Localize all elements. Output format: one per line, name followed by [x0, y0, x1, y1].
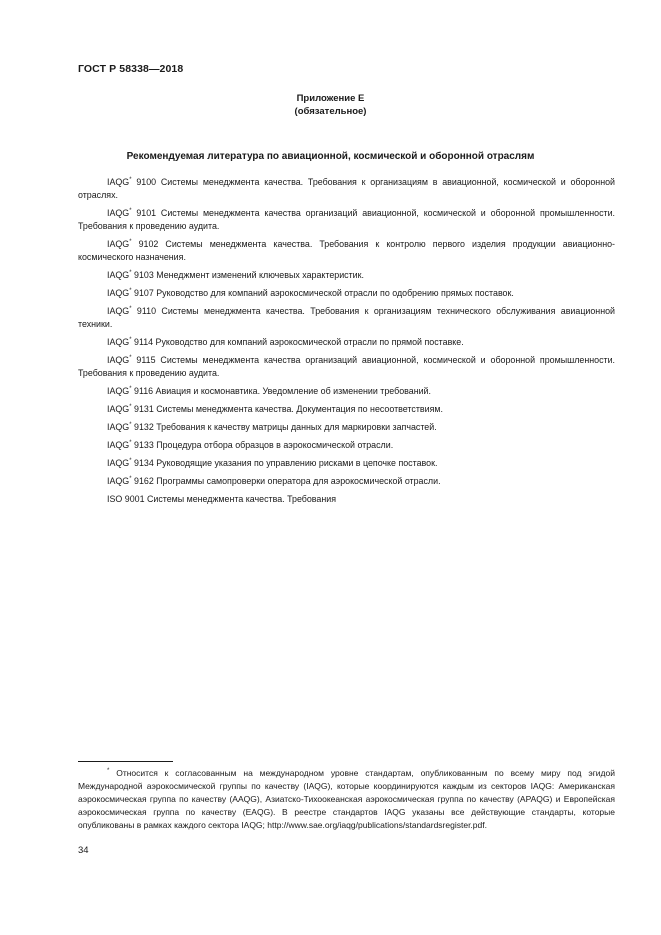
reference-text: 9116 Авиация и космонавтика. Уведомление об изменении требований. [131, 386, 431, 396]
footnote-marker: * [129, 306, 132, 312]
footnote-marker: * [129, 270, 132, 276]
reference-code: IAQG [107, 458, 130, 468]
appendix-subtitle: (обязательное) [294, 106, 367, 117]
footnote-marker: * [129, 386, 132, 392]
footnote-marker: * [129, 404, 132, 410]
reference-code: IAQG [107, 306, 130, 316]
reference-code: IAQG [107, 239, 130, 249]
reference-item [78, 403, 615, 416]
footnote-text: Относится к согласованным на международном уровне стандартам, опубликованным по всему миру под эгидой Международной аэрокосмической группы по качеству (IAQG), которые координируются каждым из секторов IAQG: Американская аэрокосмическая группа по качеству (AAQG), Азиатско-Тихоокеанская аэрокосмическая группа по качеству (APAQG) и Европейская аэрокосмическая группа по качеству (EAQG). В реестре стандартов IAQG указаны все действующие стандарты, которые опубликованы в рамках каждого сектора IAQG; http://www.sae.org/iaqg/publications/standardsregister.pdf. [78, 768, 615, 830]
reference-item [78, 493, 615, 506]
footnote [78, 767, 615, 832]
footnote-marker: * [129, 337, 132, 343]
reference-item [78, 269, 615, 282]
reference-item [78, 336, 615, 349]
reference-item [78, 475, 615, 488]
reference-code: IAQG [107, 476, 130, 486]
page-number: 34 [78, 845, 89, 856]
reference-item [78, 421, 615, 434]
footnote-marker: * [129, 208, 132, 214]
footnote-marker: * [129, 239, 132, 245]
reference-text: 9131 Системы менеджмента качества. Документация по несоответствиям. [131, 404, 443, 414]
reference-item [78, 207, 615, 233]
reference-code: IAQG [107, 404, 130, 414]
reference-item [78, 305, 615, 331]
reference-list [78, 176, 615, 511]
footnote-divider [78, 761, 173, 762]
reference-text: 9115 Системы менеджмента качества организаций авиационной, космической и оборонной промышленности. Требования к проведению аудита. [78, 355, 615, 378]
section-title: Рекомендуемая литература по авиационной, космической и оборонной отраслям [126, 151, 535, 162]
reference-code: IAQG [107, 270, 130, 280]
appendix-title: Приложение Е [296, 93, 365, 104]
reference-code: IAQG [107, 177, 130, 187]
footnote-marker: * [129, 422, 132, 428]
reference-text: 9110 Системы менеджмента качества. Требования к организациям технического обслуживания авиационной техники. [78, 306, 615, 329]
reference-text: 9162 Программы самопроверки оператора для аэрокосмической отрасли. [131, 476, 441, 486]
reference-code: IAQG [107, 208, 130, 218]
reference-text: 9133 Процедура отбора образцов в аэрокосмической отрасли. [131, 440, 394, 450]
reference-code: IAQG [107, 337, 130, 347]
document-header: ГОСТ Р 58338—2018 [78, 63, 184, 75]
footnote-marker: * [129, 440, 132, 446]
appendix-heading [0, 92, 661, 118]
footnote-mark: * [107, 768, 110, 774]
reference-text: 9101 Системы менеджмента качества организаций авиационной, космической и оборонной промышленности. Требования к проведению аудита. [78, 208, 615, 231]
footnote-marker: * [129, 288, 132, 294]
reference-text: 9134 Руководящие указания по управлению рисками в цепочке поставок. [131, 458, 438, 468]
reference-code: IAQG [107, 440, 130, 450]
reference-code: IAQG [107, 288, 130, 298]
footnote-marker: * [129, 355, 132, 361]
reference-item [78, 238, 615, 264]
reference-code: IAQG [107, 386, 130, 396]
reference-text: 9114 Руководство для компаний аэрокосмической отрасли по прямой поставке. [131, 337, 464, 347]
reference-code: IAQG [107, 422, 130, 432]
footnote-marker: * [129, 458, 132, 464]
reference-item [78, 176, 615, 202]
reference-item [78, 287, 615, 300]
reference-code: ISO [107, 494, 123, 504]
reference-item [78, 354, 615, 380]
footnote-marker: * [129, 177, 132, 183]
reference-item [78, 457, 615, 470]
reference-text: 9100 Системы менеджмента качества. Требования к организациям в авиационной, космической и оборонной отраслях. [78, 177, 615, 200]
reference-item [78, 385, 615, 398]
reference-text: 9107 Руководство для компаний аэрокосмической отрасли по одобрению прямых поставок. [131, 288, 514, 298]
reference-text: 9001 Системы менеджмента качества. Требования [122, 494, 337, 504]
reference-text: 9132 Требования к качеству матрицы данных для маркировки запчастей. [131, 422, 437, 432]
reference-code: IAQG [107, 355, 130, 365]
footnote-marker: * [129, 476, 132, 482]
reference-text: 9102 Системы менеджмента качества. Требования к контролю первого изделия продукции авиационно-космического назначения. [78, 239, 615, 262]
reference-item [78, 439, 615, 452]
reference-text: 9103 Менеджмент изменений ключевых характеристик. [131, 270, 364, 280]
